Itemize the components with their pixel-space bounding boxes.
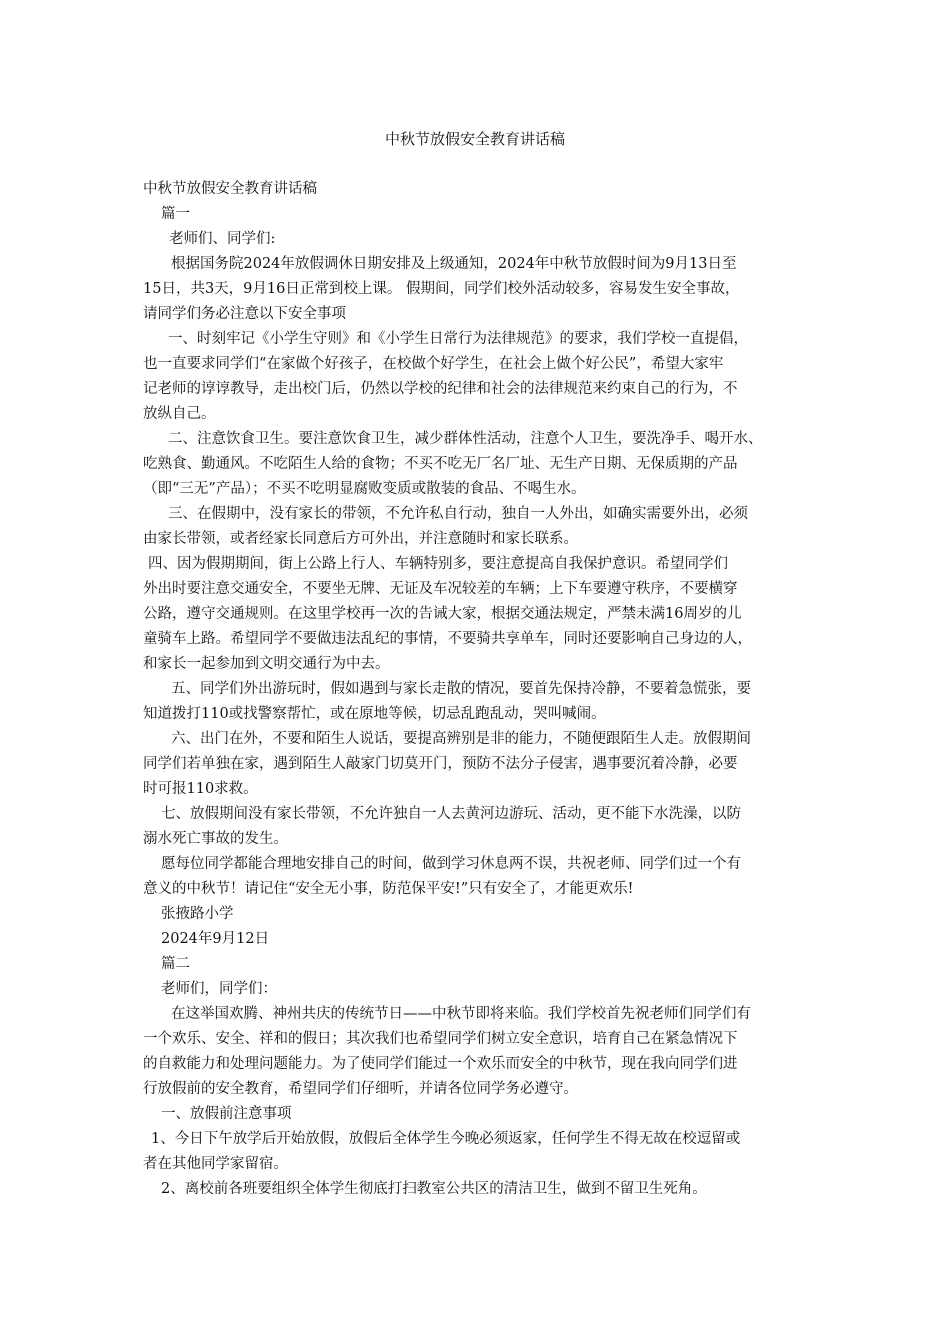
text-line: 二、注意饮食卫生。要注意饮食卫生，减少群体性活动，注意个人卫生，要洗净手、喝开水、 <box>168 431 763 447</box>
text-line: 四、因为假期期间，街上公路上行人、车辆特别多，要注意提高自我保护意识。希望同学们 <box>148 556 728 572</box>
text-line: 请同学们务必注意以下安全事项 <box>143 306 346 322</box>
text-line: （即“三无”产品）；不买不吃明显腐败变质或散装的食品、不喝生水。 <box>143 481 586 497</box>
text-line: 公路，遵守交通规则。在这里学校再一次的告诫大家，根据交通法规定，严禁未满16周岁的儿 <box>143 606 742 622</box>
text-line: 知道拨打110或找警察帮忙，或在原地等候，切忌乱跑乱动，哭叫喊闹。 <box>143 706 606 722</box>
text-line: 和家长一起参加到文明交通行为中去。 <box>143 656 390 672</box>
text-line: 时可报110求救。 <box>143 781 258 797</box>
text-line: 同学们若单独在家，遇到陌生人敲家门切莫开门，预防不法分子侵害，遇事要沉着冷静，必要 <box>143 756 738 772</box>
text-line: 溺水死亡事故的发生。 <box>143 831 288 847</box>
text-line: 张掖路小学 <box>161 906 234 922</box>
text-line: 一、时刻牢记《小学生守则》和《小学生日常行为法律规范》的要求，我们学校一直提倡， <box>168 331 748 347</box>
text-line: 2024年9月12日 <box>161 931 270 947</box>
text-line: 老师们、同学们: <box>169 231 276 247</box>
text-line: 意义的中秋节！请记住“安全无小事，防范保平安!”只有安全了，才能更欢乐! <box>143 881 634 897</box>
text-line: 六、出门在外，不要和陌生人说话，要提高辨别是非的能力，不随便跟陌生人走。放假期间 <box>171 731 751 747</box>
text-line: 2、离校前各班要组织全体学生彻底打扫教室公共区的清洁卫生，做到不留卫生死角。 <box>161 1181 707 1197</box>
text-line: 老师们，同学们： <box>161 981 277 997</box>
text-line: 在这举国欢腾、神州共庆的传统节日——中秋节即将来临。我们学校首先祝老师们同学们有 <box>171 1006 751 1022</box>
document-body <box>143 177 823 1202</box>
text-line: 一、放假前注意事项 <box>161 1106 292 1122</box>
text-line: 记老师的谆谆教导，走出校门后，仍然以学校的纪律和社会的法律规范来约束自己的行为，不 <box>143 381 738 397</box>
text-line: 篇一 <box>161 206 190 222</box>
text-line: 放纵自己。 <box>143 406 216 422</box>
text-line: 篇二 <box>161 956 190 972</box>
text-line: 由家长带领，或者经家长同意后方可外出，并注意随时和家长联系。 <box>143 531 578 547</box>
text-line: 愿每位同学都能合理地安排自己的时间，做到学习休息两不误，共祝老师、同学们过一个有 <box>161 856 741 872</box>
text-line: 的自救能力和处理问题能力。为了使同学们能过一个欢乐而安全的中秋节，现在我向同学们进 <box>143 1056 738 1072</box>
text-line: 童骑车上路。希望同学不要做违法乱纪的事情，不要骑共享单车，同时还要影响自己身边的人， <box>143 631 752 647</box>
text-line: 五、同学们外出游玩时，假如遇到与家长走散的情况，要首先保持冷静，不要着急慌张，要 <box>171 681 751 697</box>
text-line: 七、放假期间没有家长带领，不允许独自一人去黄河边游玩、活动，更不能下水洗澡，以防 <box>161 806 741 822</box>
text-line: 15日，共3天，9月16日正常到校上课。 假期间，同学们校外活动较多，容易发生安全事故， <box>143 281 740 297</box>
text-line: 1、今日下午放学后开始放假，放假后全体学生今晚必须返家，任何学生不得无故在校逗留或 <box>151 1131 741 1147</box>
text-line: 也一直要求同学们“在家做个好孩子，在校做个好学生，在社会上做个好公民”，希望大家牢 <box>143 356 724 372</box>
text-line: 三、在假期中，没有家长的带领，不允许私自行动，独自一人外出，如确实需要外出，必须 <box>168 506 748 522</box>
text-line: 吃熟食、勤通风。不吃陌生人给的食物；不买不吃无厂名厂址、无生产日期、无保质期的产品 <box>143 456 738 472</box>
text-line: 根据国务院2024年放假调休日期安排及上级通知，2024年中秋节放假时间为9月13日至 <box>171 256 737 272</box>
document-title: 中秋节放假安全教育讲话稿 <box>384 130 565 148</box>
text-line: 一个欢乐、安全、祥和的假日；其次我们也希望同学们树立安全意识，培育自己在紧急情况下 <box>143 1031 738 1047</box>
text-line: 外出时要注意交通安全，不要坐无牌、无证及车况较差的车辆；上下车要遵守秩序，不要横穿 <box>143 581 738 597</box>
text-line: 行放假前的安全教育，希望同学们仔细听，并请各位同学务必遵守。 <box>143 1081 578 1097</box>
text-line: 者在其他同学家留宿。 <box>143 1156 288 1172</box>
text-line: 中秋节放假安全教育讲话稿 <box>143 181 317 197</box>
